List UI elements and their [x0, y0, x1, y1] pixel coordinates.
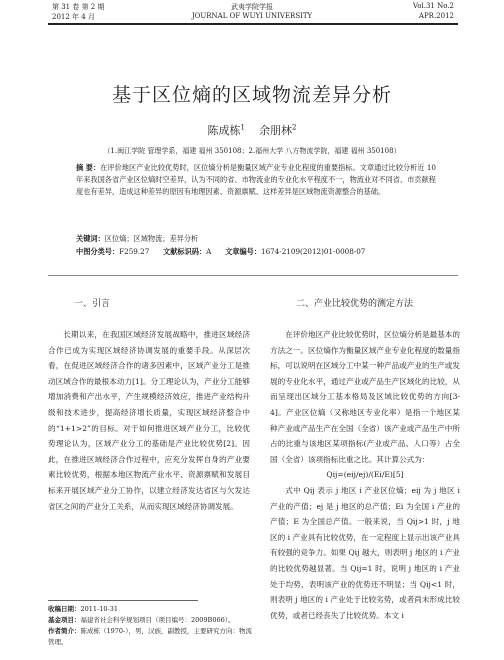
formula: Qij=(eij/ej)/(Ei/E)[5]: [326, 470, 404, 480]
author-bio-text: 陈成栋（1970-），男，汉族，副教授，主要研究方向：物流管理。: [48, 627, 252, 646]
abstract-text: 在评价地区产业比较优势时，区位熵分析是衡量区域产业专业化程度的重要指标。文章通过比较分析近 10 年来我国各省产业区位熵时空差异，认为不同的省、市物流业的专业化水平程度不一，物流业对不同省、市贡献程度也有差异，造成这种差异的原因有地理因素、资源禀赋、这样差异是区域物流资源整合的基础。: [76, 163, 436, 196]
clc-label: 中图分类号：: [76, 247, 120, 256]
fund-text: 福建省社会科学规划项目（项目编号：2009B066）。: [80, 616, 235, 624]
article-id-label: 文章编号：: [225, 247, 262, 256]
abstract-label: 摘 要：: [76, 163, 101, 172]
doc-value: A: [206, 247, 212, 256]
article-id-value: 1674-2109(2012)01-0008-07: [261, 247, 366, 256]
keywords-text: 区位熵；区域物流；差异分析: [104, 234, 199, 243]
paragraph: 长期以来，在我国区域经济发展战略中，推进区域经济合作已成为实现区域经济协调发展的重要手段。从深层次看，在促进区域经济合作的诸多因素中，区域产业分工是推动区域合作的最根本动力[1]。分工理论认为，产业分工能够增加消费和产出水平，产生规模经济效应，推进产业结构升级和技术进步，提高经济增长质量，实现区域经济整合中的“1+1>2”的目标。对于如何推进区域产业分工，比较优势理论认为，区域产业分工的基础是产业比较优势[2]。因此，在推进区域经济合作过程中，应充分发挥自身的产业要素比较优势，根据本地区物流产业水平、资源禀赋和发展目标来开展区域产业分工协作，以建立经济发达省区与欠发达省区之间的产业分工关系，从而实现区域经济协调发展。: [48, 330, 250, 511]
doc-label: 文献标识码：: [163, 247, 207, 256]
author-name: 陈成栋: [207, 124, 241, 137]
header-date: 2012 年 4 月: [52, 13, 95, 21]
affiliation: （1.闽江学院 管理学系，福建 福州 350108；2.福州大学 八方物流学院，福建 福州 350108）: [103, 147, 401, 155]
paragraph: 式中 Qij 表示 j 地区 i 产业区位熵；eij 为 j 地区 i 产业的产值；ej 是 j 地区的总产值；Ei 为全国 i 产业的产值；E 为全国总产值。一般来说，当 Qij>1 时，j 地区的 i 产业具有比较优势，在一定程度上显示出该产业具有较强的竞争力。如果 Qij 越大，则表明 j 地区的 i 产业的比较优势越显著。当 Qij=1 时，说明 j 地区的 i 产业处于均势，表明该产业的优势还不明显；当 Qij<1 时，则表明 j 地区的 i 产业处于比较劣势，或者尚未形成比较优势，或者已经丧失了比较优势。本文 i: [270, 485, 460, 620]
running-header-top: [0, 2, 504, 12]
header-journal-cn: 武夷学院学报: [231, 3, 273, 11]
author-line: [0, 122, 504, 138]
received-line: [48, 604, 258, 615]
received-label: 收稿日期：: [48, 605, 81, 613]
author-sup: 2: [292, 123, 297, 132]
paper-metadata: [76, 232, 365, 258]
fund-label: 基金项目：: [48, 616, 81, 624]
classification-line: [76, 245, 365, 258]
abstract: [76, 162, 436, 198]
header-journal-en: JOURNAL OF WUYI UNIVERSITY: [191, 12, 313, 20]
section-heading-intro: 一、引言: [74, 299, 111, 309]
abstract-separator: [48, 275, 458, 276]
paragraph: 在评价地区产业比较优势时，区位熵分析是最基本的方法之一。区位熵作为衡量区域产业专业化程度的数量指标，可以说明在区域分工中某一种产品或产业的生产或发展的专业化水平，通过产业或产品生产区域化的比较，从而呈现出区域分工基本格局及区域比较优势的方向[3-4]。产业区位熵（又称地区专业化率）是指一个地区某种产业或产品生产在全国（全省）该产业或产品生产中所占的比重与该地区某项指标(产业或产品、人口等）占全国（全省）该项指标比重之比。其计算公式为：: [270, 330, 460, 464]
keywords-line: [76, 232, 365, 245]
header-rule: [48, 23, 458, 25]
running-header-bottom: [0, 12, 504, 22]
section-heading-method: 二、产业比较优势的测定方法: [296, 299, 414, 309]
clc-value: F259.27: [119, 247, 150, 256]
paper-title: 基于区位熵的区域物流差异分析: [111, 84, 392, 106]
left-column: [48, 327, 250, 514]
header-volume: 第 31 卷 第 2 期: [52, 3, 105, 11]
header-date-en: APR.2012: [418, 12, 454, 20]
fund-line: [48, 615, 258, 626]
author-bio-line: [48, 626, 258, 648]
header-vol-en: Vol.31 No.2: [412, 2, 454, 10]
right-column: [270, 327, 460, 623]
author-bio-label: 作者简介：: [48, 627, 81, 635]
footnotes: [48, 604, 258, 648]
received-date: 2011-10-31: [80, 605, 118, 613]
author-name: 余朋林: [259, 124, 292, 137]
author-sup: 1: [240, 123, 245, 132]
keywords-label: 关键词：: [76, 234, 105, 243]
footnote-rule: [48, 600, 198, 601]
